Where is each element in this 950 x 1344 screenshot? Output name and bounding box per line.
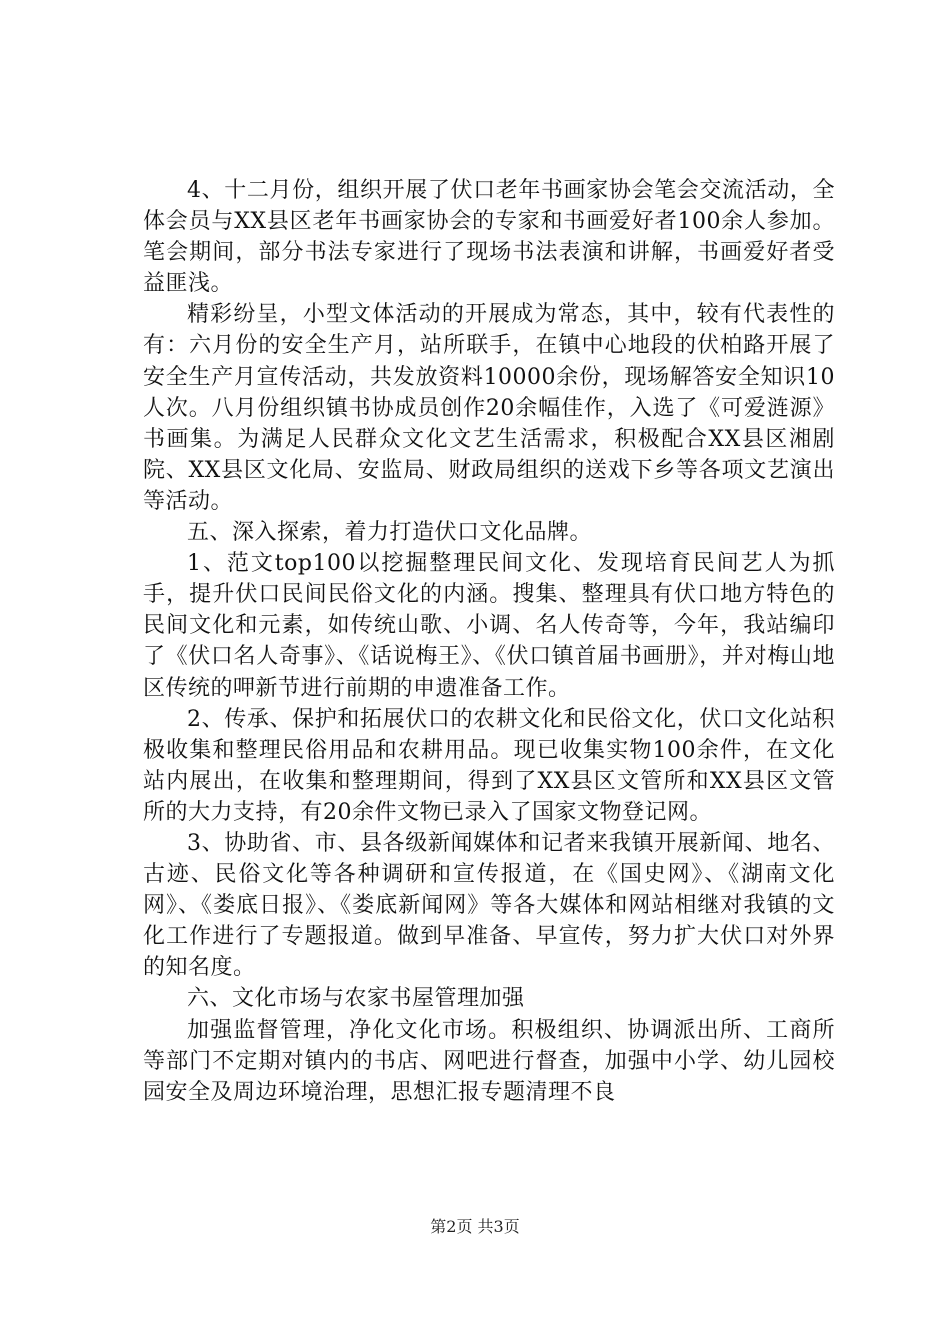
paragraph-small-activities: 精彩纷呈，小型文体活动的开展成为常态，其中，较有代表性的有：六月份的安全生产月，站所联手，在镇中心地段的伏柏路开展了安全生产月宣传活动，共发放资料10000余份，现场解答安全知识10人次。八月份组织镇书协成员创作20余幅佳作，入选了《可爱涟源》书画集。为满足人民群众文化文艺生活需求，积极配合XX县区湘剧院、XX县区文化局、安监局、财政局组织的送戏下乡等各项文艺演出等活动。 <box>143 302 835 514</box>
section-heading-market-management: 六、文化市场与农家书屋管理加强 <box>187 986 525 1012</box>
paragraph-media-reports: 3、协助省、市、县各级新闻媒体和记者来我镇开展新闻、地名、古迹、民俗文化等各种调研和宣传报道，在《国史网》、《湖南文化网》、《娄底日报》、《娄底新闻网》等各大媒体和网站相继对我镇的文化工作进行了专题报道。做到早准备、早宣传，努力扩大伏口对外界的知名度。 <box>143 830 835 981</box>
paragraph-supervision: 加强监督管理，净化文化市场。积极组织、协调派出所、工商所等部门不定期对镇内的书店、网吧进行督查，加强中小学、幼儿园校园安全及周边环境治理，思想汇报专题清理不良 <box>143 1017 835 1105</box>
document-body <box>143 175 835 1108</box>
paragraph-farming-culture: 2、传承、保护和拓展伏口的农耕文化和民俗文化，伏口文化站积极收集和整理民俗用品和农耕用品。现已收集实物100余件，在文化站内展出，在收集和整理期间，得到了XX县区文管所和XX县区文管所的大力支持，有20余件文物已录入了国家文物登记网。 <box>143 706 835 825</box>
section-heading-culture-brand: 五、深入探索，着力打造伏口文化品牌。 <box>187 520 593 546</box>
page-number-footer: 第2页 共3页 <box>430 1217 520 1236</box>
paragraph-calligraphy-event: 4、十二月份，组织开展了伏口老年书画家协会笔会交流活动，全体会员与XX县区老年书画家协会的专家和书画爱好者100余人参加。笔会期间，部分书法专家进行了现场书法表演和讲解，书画爱好者受益匪浅。 <box>143 178 835 297</box>
paragraph-folk-culture: 1、范文top100以挖掘整理民间文化、发现培育民间艺人为抓手，提升伏口民间民俗文化的内涵。搜集、整理具有伏口地方特色的民间文化和元素，如传统山歌、小调、名人传奇等，今年，我站编印了《伏口名人奇事》、《话说梅王》、《伏口镇首届书画册》，并对梅山地区传统的呷新节进行前期的申遗准备工作。 <box>143 551 835 701</box>
